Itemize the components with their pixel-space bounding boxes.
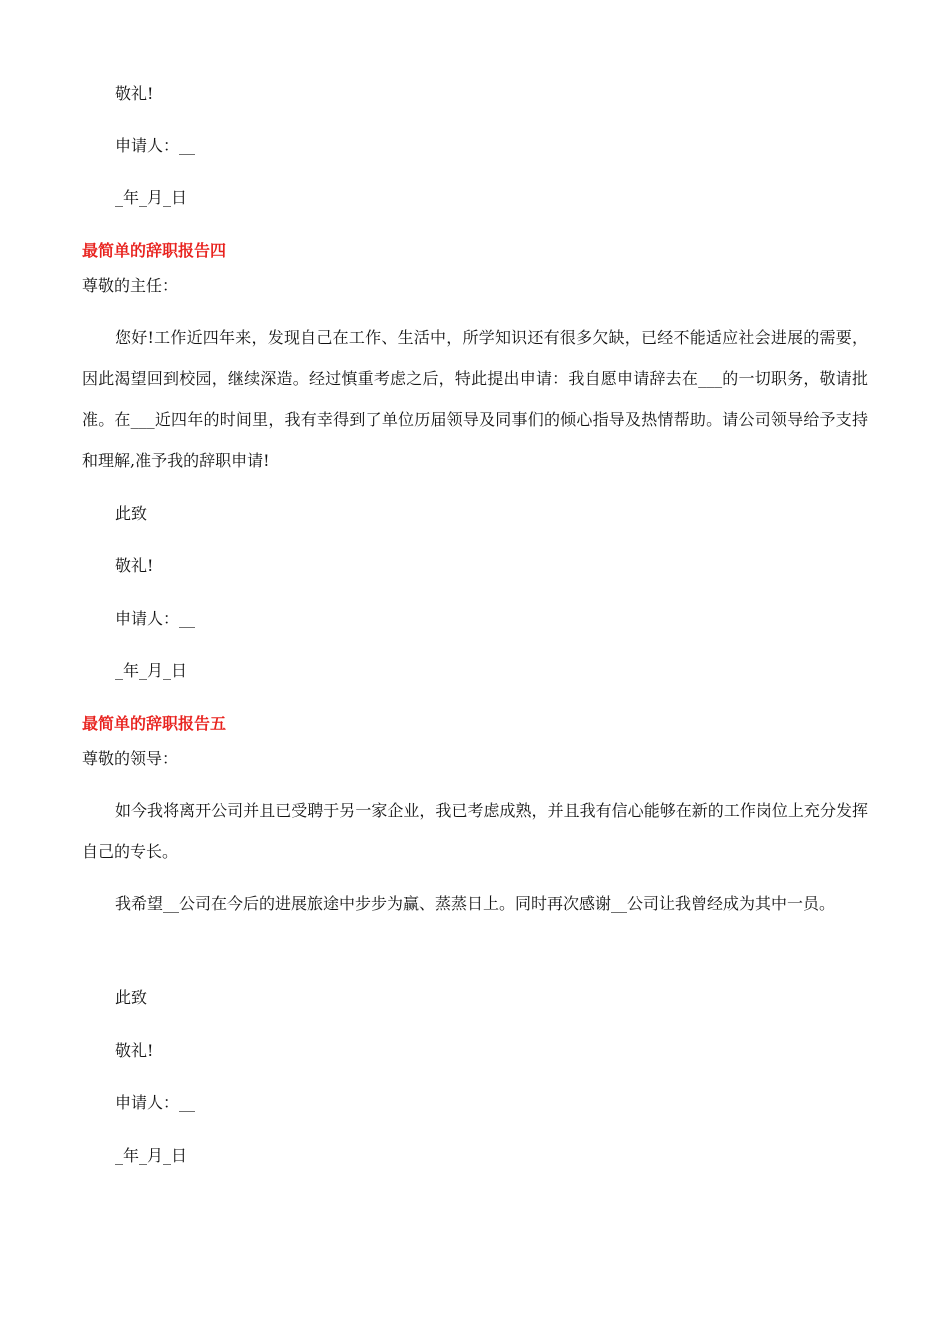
salute-text: 敬礼! (115, 556, 154, 575)
body-paragraph: 如今我将离开公司并且已受聘于另一家企业，我已考虑成熟，并且我有信心能够在新的工作岗位上充分发挥自己的专长。 (82, 801, 868, 861)
closing-text: 此致 (115, 504, 148, 523)
body-paragraph: 您好!工作近四年来，发现自己在工作、生活中，所学知识还有很多欠缺，已经不能适应社会进展的需要，因此渴望回到校园，继续深造。经过慎重考虑之后，特此提出申请：我自愿申请辞去在___的一切职务，敬请批准。在___近四年的时间里，我有幸得到了单位历届领导及同事们的倾心指导及热情帮助。请公司领导给予支持和理解,准予我的辞职申请! (82, 328, 868, 470)
applicant-line: 申请人：__ (115, 609, 196, 628)
date-line: _年_月_日 (115, 661, 188, 680)
salute-text: 敬礼! (115, 1041, 154, 1060)
body-paragraph: 我希望__公司在今后的进展旅途中步步为赢、蒸蒸日上。同时再次感谢__公司让我曾经成为其中一员。 (115, 894, 836, 913)
addressee-line: 尊敬的主任： (82, 276, 179, 295)
salute-text: 敬礼! (115, 84, 154, 103)
date-line: _年_月_日 (115, 1146, 188, 1165)
addressee-line: 尊敬的领导： (82, 749, 179, 768)
section-heading: 最简单的辞职报告五 (82, 714, 227, 733)
date-line: _年_月_日 (115, 188, 188, 207)
section-heading: 最简单的辞职报告四 (82, 241, 227, 260)
applicant-line: 申请人：__ (115, 1093, 196, 1112)
closing-text: 此致 (115, 988, 148, 1007)
applicant-line: 申请人：__ (115, 136, 196, 155)
